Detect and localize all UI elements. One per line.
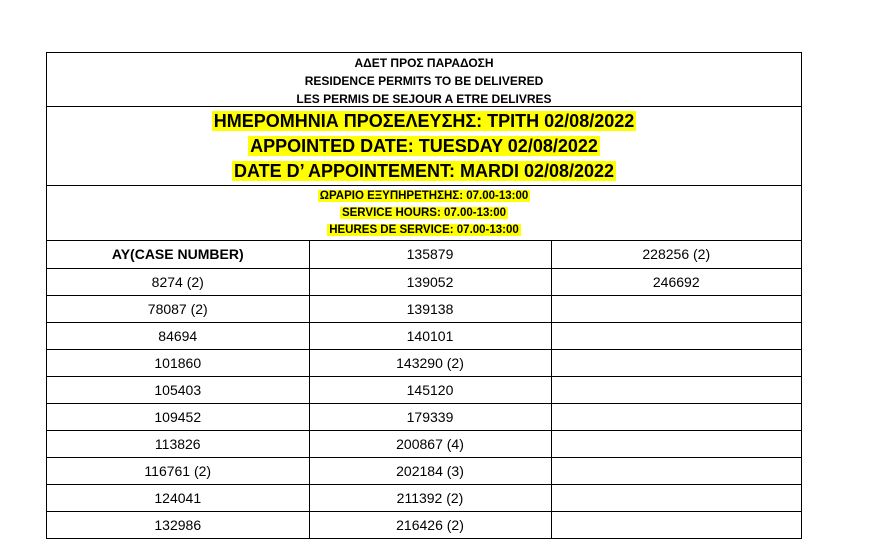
case-number-cell	[551, 484, 801, 511]
table-row	[47, 403, 801, 430]
case-number-cell: 105403	[47, 376, 309, 403]
case-number-header: AY(CASE NUMBER)	[47, 241, 309, 268]
case-number-cell: 179339	[309, 403, 551, 430]
case-number-cell: 135879	[309, 241, 551, 268]
case-number-cell	[551, 511, 801, 538]
case-number-cell: 101860	[47, 349, 309, 376]
case-number-cell: 140101	[309, 322, 551, 349]
appointment-date-greek: ΗΜΕΡΟΜΗΝΙΑ ΠΡΟΣΕΛΕΥΣΗΣ: ΤΡΙΤΗ 02/08/2022	[213, 111, 635, 131]
appointment-date-english: APPOINTED DATE: TUESDAY 02/08/2022	[250, 136, 598, 156]
service-hours-french: HEURES DE SERVICE: 07.00-13:00	[329, 224, 519, 236]
case-number-table	[47, 241, 801, 538]
appointment-date-french: DATE D’ APPOINTEMENT: MARDI 02/08/2022	[233, 161, 615, 181]
table-row	[47, 349, 801, 376]
service-hours-greek: ΩΡΑΡΙΟ ΕΞΥΠΗΡΕΤΗΣΗΣ: 07.00-13:00	[319, 190, 529, 202]
header-title-french: LES PERMIS DE SEJOUR A ETRE DELIVRES	[296, 92, 552, 106]
header-title-english: RESIDENCE PERMITS TO BE DELIVERED	[304, 74, 544, 88]
case-number-cell	[551, 295, 801, 322]
case-number-cell	[551, 403, 801, 430]
case-number-cell: 139052	[309, 268, 551, 295]
table-row	[47, 376, 801, 403]
case-number-cell: 200867 (4)	[309, 430, 551, 457]
case-number-cell: 145120	[309, 376, 551, 403]
case-number-cell: 78087 (2)	[47, 295, 309, 322]
case-number-cell: 124041	[47, 484, 309, 511]
case-number-cell: 246692	[551, 268, 801, 295]
header-title-greek: ΑΔΕΤ ΠΡΟΣ ΠΑΡΑΔΟΣΗ	[354, 56, 494, 70]
case-number-cell	[551, 349, 801, 376]
case-number-cell	[551, 376, 801, 403]
table-row	[47, 241, 801, 268]
table-row	[47, 295, 801, 322]
service-hours-block	[47, 186, 801, 241]
table-row	[47, 430, 801, 457]
table-row	[47, 322, 801, 349]
table-row	[47, 457, 801, 484]
case-number-cell: 202184 (3)	[309, 457, 551, 484]
case-number-cell: 116761 (2)	[47, 457, 309, 484]
case-number-cell	[551, 430, 801, 457]
appointment-date-block	[47, 107, 801, 186]
case-number-cell	[551, 322, 801, 349]
document-header	[47, 53, 801, 107]
table-row	[47, 484, 801, 511]
case-number-cell: 84694	[47, 322, 309, 349]
case-number-cell: 143290 (2)	[309, 349, 551, 376]
case-number-cell: 132986	[47, 511, 309, 538]
case-number-cell: 109452	[47, 403, 309, 430]
case-number-cell: 139138	[309, 295, 551, 322]
service-hours-english: SERVICE HOURS: 07.00-13:00	[341, 207, 507, 219]
case-number-cell: 228256 (2)	[551, 241, 801, 268]
permits-document	[46, 52, 802, 539]
case-number-cell: 8274 (2)	[47, 268, 309, 295]
case-number-cell: 211392 (2)	[309, 484, 551, 511]
case-number-cell: 113826	[47, 430, 309, 457]
case-number-cell: 216426 (2)	[309, 511, 551, 538]
table-row	[47, 511, 801, 538]
table-row	[47, 268, 801, 295]
case-number-cell	[551, 457, 801, 484]
